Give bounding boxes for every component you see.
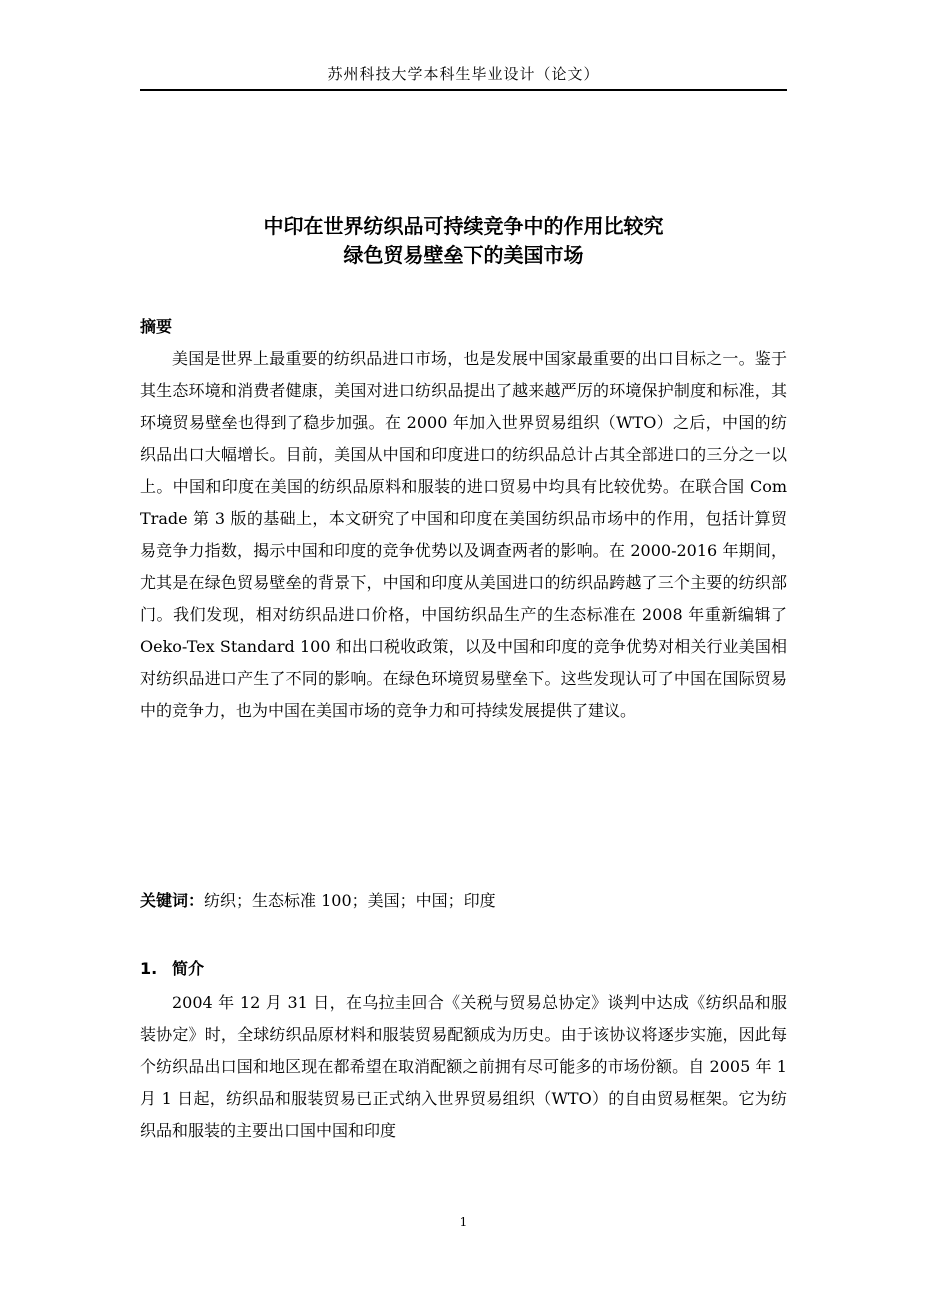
page-number: 1 xyxy=(459,1215,468,1229)
keywords-text: 纺织；生态标准 100；美国；中国；印度 xyxy=(204,891,496,910)
section-1-title: 简介 xyxy=(172,959,205,978)
abstract-body: 美国是世界上最重要的纺织品进口市场，也是发展中国家最重要的出口目标之一。鉴于其生态环境和消费者健康，美国对进口纺织品提出了越来越严厉的环境保护制度和标准，其环境贸易壁垒也得到了稳步加强。在 2000 年加入世界贸易组织（WTO）之后，中国的纺织品出口大幅增长。目前，美国从中国和印度进口的纺织品总计占其全部进口的三分之一以上。中国和印度在美国的纺织品原料和服装的进口贸易中均具有比较优势。在联合国 Com Trade 第 3 版的基础上，本文研究了中国和印度在美国纺织品市场中的作用，包括计算贸易竞争力指数，揭示中国和印度的竞争优势以及调查两者的影响。在 2000-2016 年期间，尤其是在绿色贸易壁垒的背景下，中国和印度从美国进口的纺织品跨越了三个主要的纺织部门。我们发现，相对纺织品进口价格，中国纺织品生产的生态标准在 2008 年重新编辑了 Oeko-Tex Standard 100 和出口税收政策，以及中国和印度的竞争优势对相关行业美国相对纺织品进口产生了不同的影响。在绿色环境贸易壁垒下。这些发现认可了中国在国际贸易中的竞争力，也为中国在美国市场的竞争力和可持续发展提供了建议。 xyxy=(140,349,787,720)
keywords-label: 关键词： xyxy=(140,891,205,910)
paper-title-line-1: 中印在世界纺织品可持续竞争中的作用比较究 xyxy=(263,214,664,238)
paper-title-line-2: 绿色贸易壁垒下的美国市场 xyxy=(343,243,584,267)
running-header: 苏州科技大学本科生毕业设计（论文） xyxy=(327,65,600,83)
keywords xyxy=(140,887,787,915)
abstract-heading: 摘要 xyxy=(140,317,173,336)
section-1-heading xyxy=(140,957,204,981)
section-1-body: 2004 年 12 月 31 日，在乌拉圭回合《关税与贸易总协定》谈判中达成《纺织品和服装协定》时，全球纺织品原材料和服装贸易配额成为历史。由于该协议将逐步实施，因此每个纺织品出口国和地区现在都希望在取消配额之前拥有尽可能多的市场份额。自 2005 年 1 月 1 日起，纺织品和服装贸易已正式纳入世界贸易组织（WTO）的自由贸易框架。它为纺织品和服装的主要出口国中国和印度 xyxy=(140,993,787,1140)
header-rule xyxy=(140,89,787,91)
section-1-number: 1. xyxy=(140,959,158,978)
